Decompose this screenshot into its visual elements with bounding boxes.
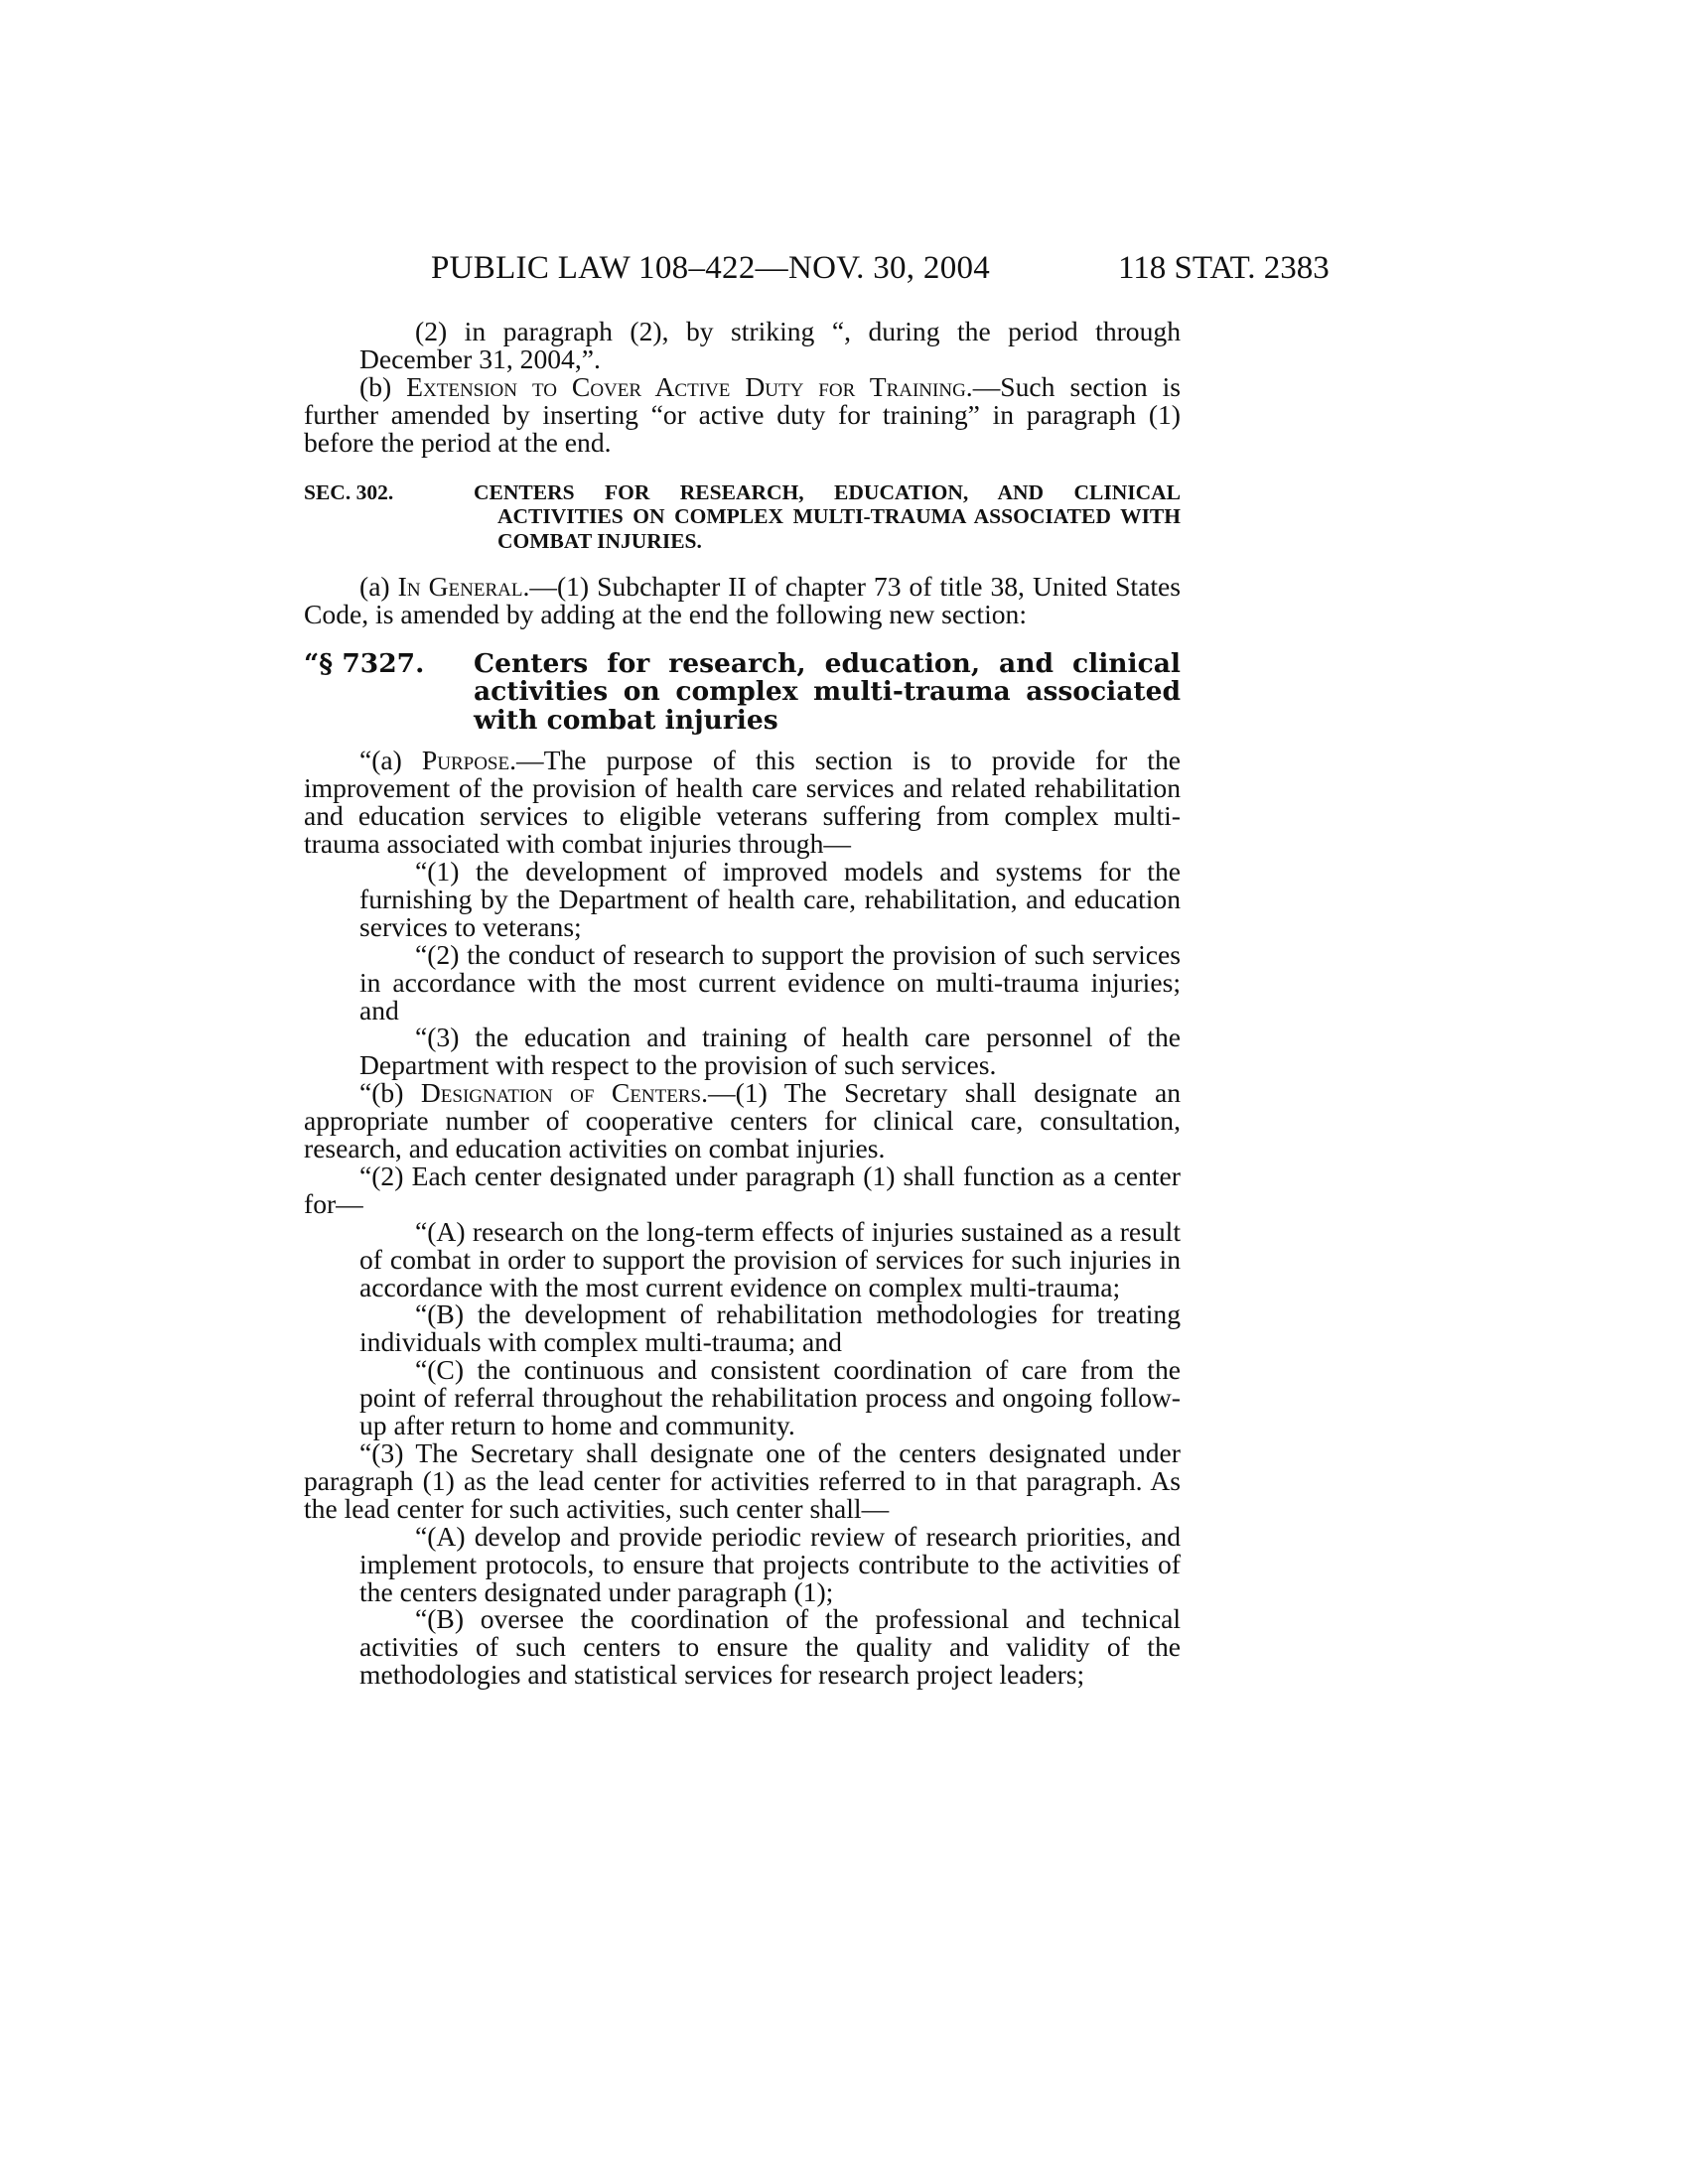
new-section-title: Centers for research, education, and clinical activities on complex multi-trauma associated with combat injuries — [474, 647, 1181, 736]
section-heading — [304, 480, 1181, 554]
paragraph: “(3) The Secretary shall designate one of the centers designated under paragraph (1) as the lead center for activities referred to in that paragraph. As the lead center for such activities, such center shall— — [304, 1437, 1181, 1524]
section-number: SEC. 302. — [304, 479, 394, 504]
text-run: .—Such section is further amended by inserting “or active duty for training” in paragraph (1) before the period at the end. — [304, 370, 1181, 458]
subsection-heading: Designation of Centers — [420, 1077, 702, 1109]
text-run: (b) — [359, 370, 407, 402]
paragraph: “(B) oversee the coordination of the professional and technical activities of such centers to ensure the quality and validity of the methodologies and statistical services for research project leaders; — [359, 1603, 1181, 1691]
paragraph — [304, 370, 1181, 458]
paragraph: “(B) the development of rehabilitation methodologies for treating individuals with complex multi-trauma; and — [359, 1298, 1181, 1358]
text-run: (a) — [359, 571, 398, 603]
text-run: “(a) — [359, 745, 422, 776]
paragraph: “(A) develop and provide periodic review of research priorities, and implement protocols, to ensure that projects contribute to the activities of the centers designated under paragraph (1); — [359, 1520, 1181, 1607]
subsection-heading: Purpose — [421, 745, 510, 776]
text-run: .—The purpose of this section is to provide for the improvement of the provision of health care services and related rehabilitation and education services to eligible veterans suffering from complex multi-trauma associated with combat injuries through— — [304, 745, 1181, 860]
section-title: CENTERS FOR RESEARCH, EDUCATION, AND CLINICAL ACTIVITIES ON COMPLEX MULTI-TRAUMA ASSOCIATED WITH COMBAT INJURIES. — [474, 479, 1181, 553]
paragraph: “(1) the development of improved models and systems for the furnishing by the Department of health care, rehabilitation, and education services to veterans; — [359, 855, 1181, 942]
new-section-number: “§ 7327. — [304, 647, 425, 679]
paragraph: “(2) Each center designated under paragraph (1) shall function as a center for— — [304, 1160, 1181, 1219]
text-run: “(b) — [359, 1077, 421, 1109]
running-header: PUBLIC LAW 108–422—NOV. 30, 2004 — [431, 250, 991, 286]
paragraph: “(C) the continuous and consistent coordination of care from the point of referral throughout the rehabilitation process and ongoing follow-up after return to home and community. — [359, 1354, 1181, 1441]
document-body — [304, 318, 1181, 1689]
subsection-heading: Extension to Cover Active Duty for Training — [406, 370, 966, 402]
paragraph: (2) in paragraph (2), by striking “, during the period through December 31, 2004,”. — [359, 316, 1181, 374]
paragraph: “(3) the education and training of health care personnel of the Department with respect to the provision of such services. — [359, 1022, 1181, 1081]
new-section-heading — [304, 647, 1181, 736]
text-run: .—(1) Subchapter II of chapter 73 of title 38, United States Code, is amended by adding at the end the following new section: — [304, 571, 1182, 629]
paragraph — [304, 1079, 1181, 1162]
subsection-heading: In General — [397, 571, 523, 603]
paragraph: “(A) research on the long-term effects of injuries sustained as a result of combat in order to support the provision of services for such injuries in accordance with the most current evidence on complex multi-trauma; — [359, 1215, 1181, 1302]
paragraph — [304, 747, 1181, 858]
page-number: 118 STAT. 2383 — [1118, 250, 1330, 286]
text-run: .—(1) The Secretary shall designate an appropriate number of cooperative centers for clinical care, consultation, research, and education activities on combat injuries. — [304, 1077, 1181, 1164]
paragraph — [304, 573, 1181, 628]
paragraph: “(2) the conduct of research to support the provision of such services in accordance with the most current evidence on multi-trauma injuries; and — [359, 938, 1181, 1025]
